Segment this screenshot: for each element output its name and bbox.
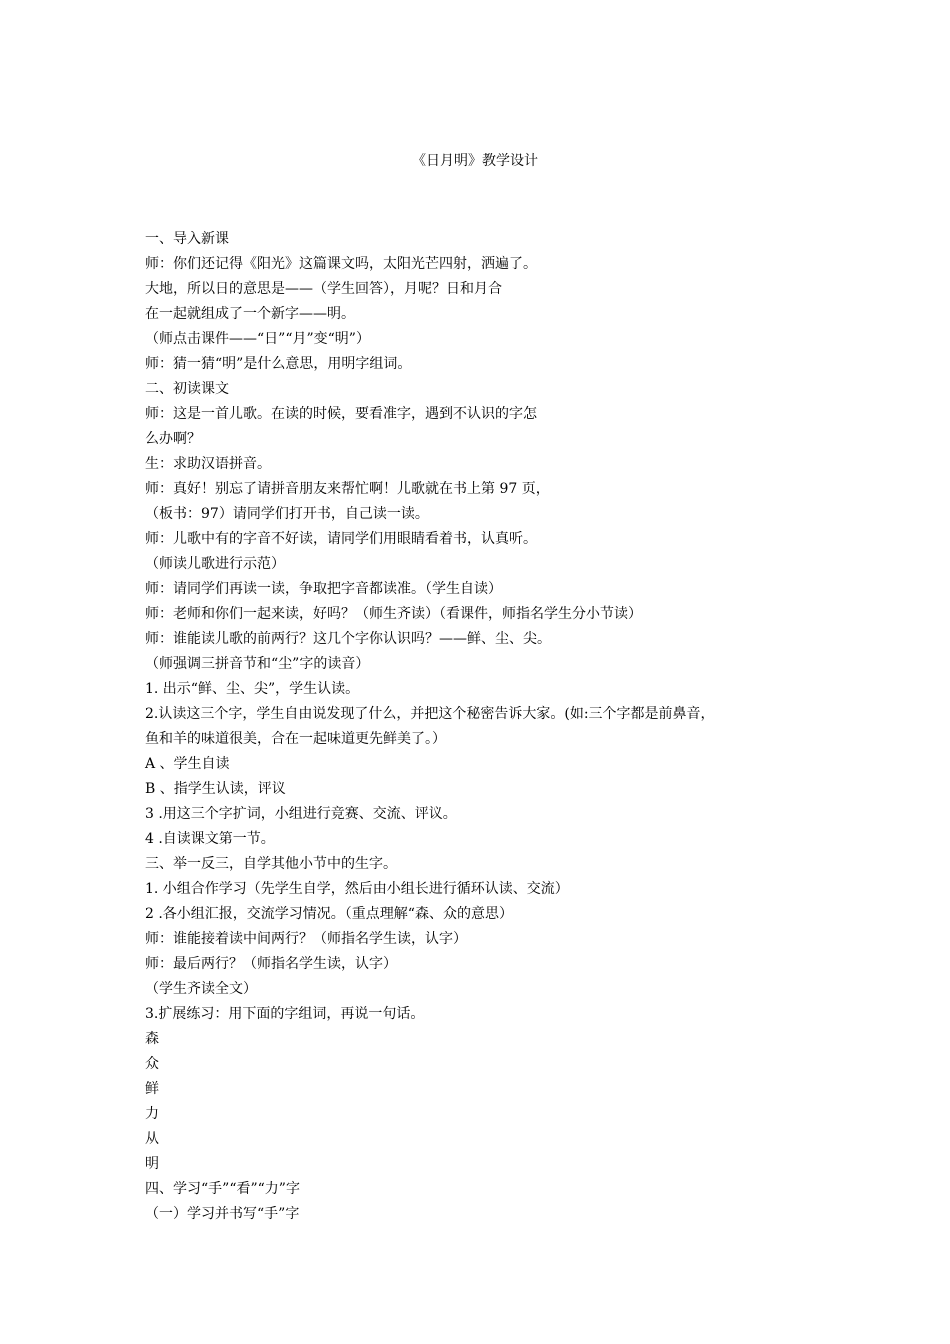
text-line: （板书：97）请同学们打开书，自己读一读。 <box>145 506 429 522</box>
text-line: （师读儿歌进行示范） <box>145 556 285 572</box>
text-line: 二、初读课文 <box>145 381 229 397</box>
text-line: 大地，所以日的意思是——（学生回答），月呢？日和月合 <box>145 281 502 297</box>
text-line: 师：谁能接着读中间两行？（师指名学生读，认字） <box>145 931 467 947</box>
text-line: 1. 小组合作学习（先学生自学，然后由小组长进行循环认读、交流） <box>145 881 569 897</box>
document-body <box>145 227 825 1227</box>
text-line: 2.认读这三个字，学生自由说发现了什么，并把这个秘密告诉大家。(如:三个字都是前鼻音， <box>145 706 715 722</box>
text-line: 师：儿歌中有的字音不好读，请同学们用眼睛看着书，认真听。 <box>145 531 537 547</box>
text-line: B 、指学生认读，评议 <box>145 781 286 797</box>
text-line: 三、举一反三，自学其他小节中的生字。 <box>145 856 397 872</box>
text-line: 师：真好！别忘了请拼音朋友来帮忙啊！儿歌就在书上第 97 页， <box>145 481 550 497</box>
text-line: 师：最后两行？（师指名学生读，认字） <box>145 956 397 972</box>
text-line: 师：老师和你们一起来读，好吗？（师生齐读）（看课件，师指名学生分小节读） <box>145 606 642 622</box>
text-line: （一）学习并书写“手”字 <box>145 1206 300 1222</box>
text-line: 么办啊？ <box>145 431 201 447</box>
text-line: 2 .各小组汇报，交流学习情况。（重点理解“森、众的意思） <box>145 906 513 922</box>
text-line: （师点击课件——“日”“月”变“明”） <box>145 331 370 347</box>
text-line: 3 .用这三个字扩词，小组进行竞赛、交流、评议。 <box>145 806 457 822</box>
text-line: 从 <box>145 1131 159 1147</box>
text-line: 师：猜一猜“明”是什么意思，用明字组词。 <box>145 356 412 372</box>
text-line: 一、导入新课 <box>145 231 229 247</box>
text-line: 众 <box>145 1056 159 1072</box>
text-line: 明 <box>145 1156 159 1172</box>
text-line: 生：求助汉语拼音。 <box>145 456 271 472</box>
text-line: 师：请同学们再读一读，争取把字音都读准。（学生自读） <box>145 581 502 597</box>
text-line: 鱼和羊的味道很美，合在一起味道更先鲜美了。） <box>145 731 446 747</box>
text-line: （师强调三拼音节和“尘”字的读音） <box>145 656 370 672</box>
text-line: 1. 出示“鲜、尘、尖”，学生认读。 <box>145 681 360 697</box>
text-line: 师：这是一首儿歌。在读的时候，要看准字，遇到不认识的字怎 <box>145 406 537 422</box>
text-line: 在一起就组成了一个新字——明。 <box>145 306 355 322</box>
text-line: 四、学习“手”“看”“力”字 <box>145 1181 300 1197</box>
text-line: 森 <box>145 1031 159 1047</box>
text-line: 3.扩展练习：用下面的字组词，再说一句话。 <box>145 1006 425 1022</box>
text-line: 师：你们还记得《阳光》这篇课文吗，太阳光芒四射，洒遍了。 <box>145 256 537 272</box>
text-line: 师：谁能读儿歌的前两行？这几个字你认识吗？——鲜、尘、尖。 <box>145 631 551 647</box>
document-title: 《日月明》教学设计 <box>412 153 538 169</box>
text-line: A 、学生自读 <box>145 756 230 772</box>
text-line: （学生齐读全文） <box>145 981 257 997</box>
text-line: 力 <box>145 1106 159 1122</box>
text-line: 4 .自读课文第一节。 <box>145 831 275 847</box>
text-line: 鲜 <box>145 1081 159 1097</box>
